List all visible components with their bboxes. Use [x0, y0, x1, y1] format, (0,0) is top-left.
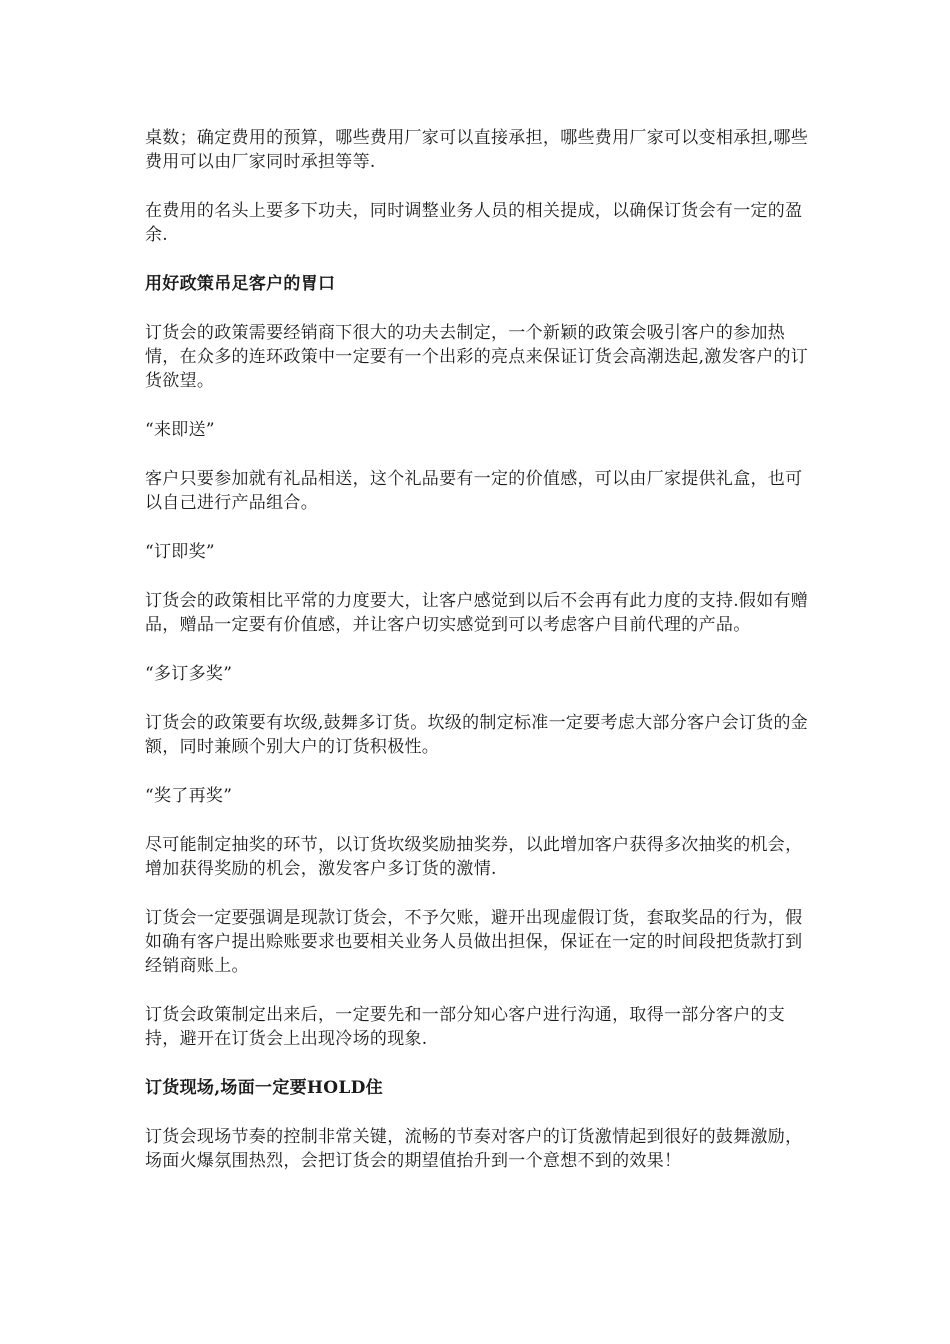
subheading-order-and-reward: “订即奖” — [145, 542, 215, 562]
section-heading-hold-the-scene: 订货现场,场面一定要HOLD住 — [145, 1078, 383, 1098]
paragraph-policy-intro: 订货会的政策需要经销商下很大的功夫去制定，一个新颖的政策会吸引客户的参加热情，在众多的连环政策中一定要有一个出彩的亮点来保证订货会高潮迭起,激发客户的订货欲望。 — [145, 323, 809, 391]
subheading-more-orders-more-rewards: “多订多奖” — [145, 664, 233, 684]
paragraph-more-orders-more-rewards: 订货会的政策要有坎级,鼓舞多订货。坎级的制定标准一定要考虑大部分客户会订货的金额，同时兼顾个别大户的订货积极性。 — [145, 713, 809, 757]
document-body — [145, 126, 810, 1198]
paragraph-budget: 桌数；确定费用的预算，哪些费用厂家可以直接承担，哪些费用厂家可以变相承担,哪些费用可以由厂家同时承担等等. — [145, 128, 809, 172]
paragraph-fees: 在费用的名头上要多下功夫，同时调整业务人员的相关提成，以确保订货会有一定的盈余. — [145, 201, 803, 245]
paragraph-reward-again: 尽可能制定抽奖的环节，以订货坎级奖励抽奖券，以此增加客户获得多次抽奖的机会，增加获得奖励的机会，激发客户多订货的激情. — [145, 835, 803, 879]
paragraph-scene-rhythm: 订货会现场节奏的控制非常关键，流畅的节奏对客户的订货激情起到很好的鼓舞激励，场面火爆氛围热烈，会把订货会的期望值抬升到一个意想不到的效果！ — [145, 1127, 803, 1171]
paragraph-customer-communication: 订货会政策制定出来后，一定要先和一部分知心客户进行沟通，取得一部分客户的支持，避开在订货会上出现冷场的现象. — [145, 1005, 786, 1049]
paragraph-come-and-gift: 客户只要参加就有礼品相送，这个礼品要有一定的价值感，可以由厂家提供礼盒，也可以自己进行产品组合。 — [145, 469, 803, 513]
subheading-come-and-gift: “来即送” — [145, 420, 215, 440]
paragraph-cash-orders: 订货会一定要强调是现款订货会，不予欠账，避开出现虚假订货，套取奖品的行为，假如确有客户提出赊账要求也要相关业务人员做出担保，保证在一定的时间段把货款打到经销商账上。 — [145, 908, 803, 976]
subheading-reward-again: “奖了再奖” — [145, 786, 233, 806]
section-heading-policy: 用好政策吊足客户的胃口 — [145, 274, 336, 294]
paragraph-order-and-reward: 订货会的政策相比平常的力度要大，让客户感觉到以后不会再有此力度的支持.假如有赠品，赠品一定要有价值感，并让客户切实感觉到可以考虑客户目前代理的产品。 — [145, 591, 809, 635]
